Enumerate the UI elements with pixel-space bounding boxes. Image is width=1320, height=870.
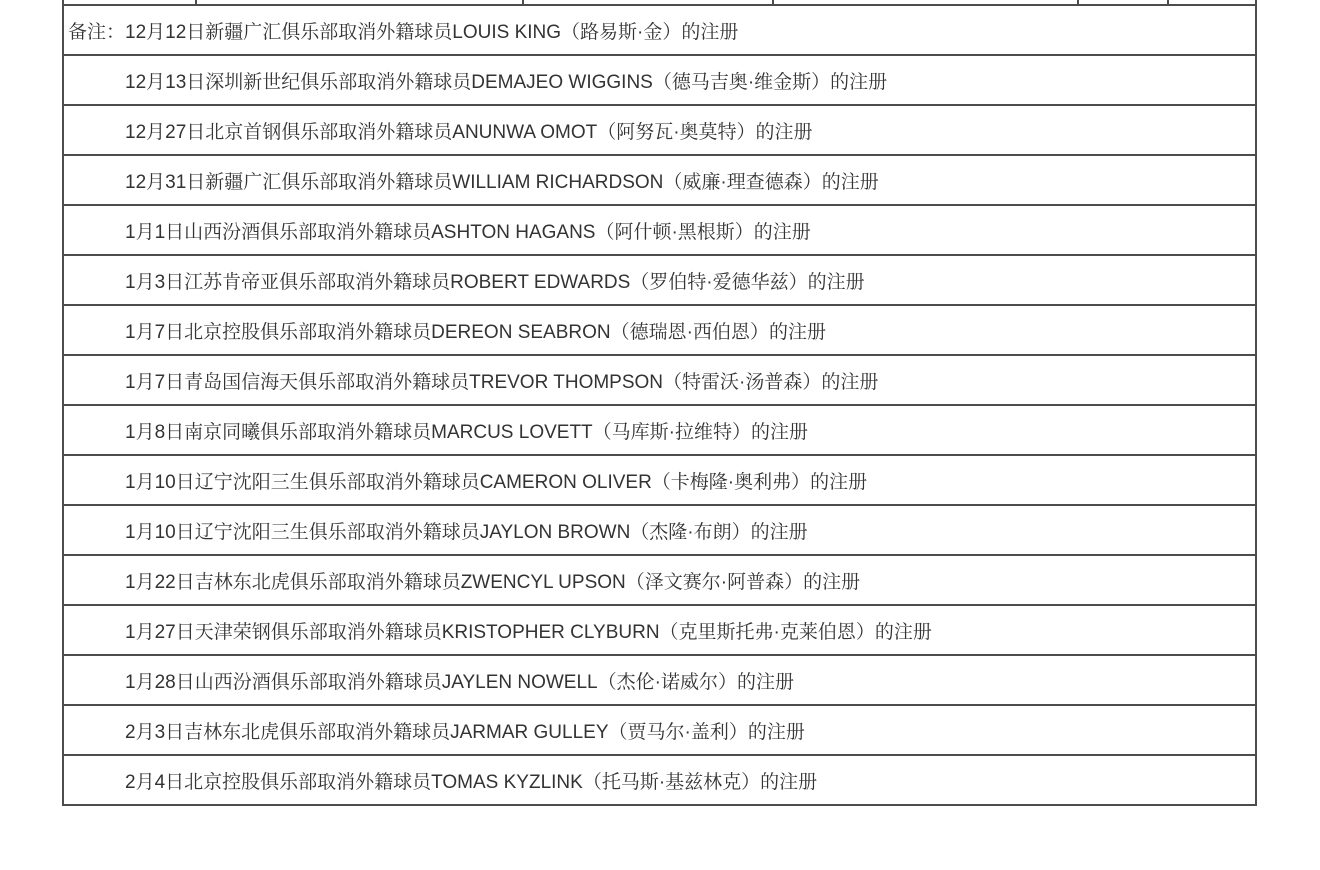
table-row [64, 106, 1255, 156]
row-text: 1月1日山西汾酒俱乐部取消外籍球员ASHTON HAGANS（阿什顿·黑根斯）的注册 [125, 221, 811, 243]
row-text: 12月27日北京首钢俱乐部取消外籍球员ANUNWA OMOT（阿努瓦·奥莫特）的注册 [125, 121, 813, 143]
row-text: 12月31日新疆广汇俱乐部取消外籍球员WILLIAM RICHARDSON（威廉·理查德森）的注册 [125, 171, 879, 193]
row-text: 1月10日辽宁沈阳三生俱乐部取消外籍球员CAMERON OLIVER（卡梅隆·奥利弗）的注册 [125, 471, 868, 493]
table-row [64, 506, 1255, 556]
row-text: 1月7日青岛国信海天俱乐部取消外籍球员TREVOR THOMPSON（特雷沃·汤普森）的注册 [125, 371, 879, 393]
row-text: 2月4日北京控股俱乐部取消外籍球员TOMAS KYZLINK（托马斯·基兹林克）的注册 [125, 771, 818, 793]
table-row [64, 606, 1255, 656]
row-text: 1月28日山西汾酒俱乐部取消外籍球员JAYLEN NOWELL（杰伦·诺威尔）的注册 [125, 671, 794, 693]
table-row [64, 356, 1255, 406]
row-text: 1月3日江苏肯帝亚俱乐部取消外籍球员ROBERT EDWARDS（罗伯特·爱德华兹）的注册 [125, 271, 865, 293]
table-row [64, 756, 1255, 804]
table-row [64, 206, 1255, 256]
table-row [64, 156, 1255, 206]
table-row [64, 556, 1255, 606]
table-row [64, 306, 1255, 356]
row-text: 1月10日辽宁沈阳三生俱乐部取消外籍球员JAYLON BROWN（杰隆·布朗）的注册 [125, 521, 808, 543]
row-text: 1月22日吉林东北虎俱乐部取消外籍球员ZWENCYL UPSON（泽文赛尔·阿普森）的注册 [125, 571, 861, 593]
table-row [64, 656, 1255, 706]
row-text: 1月8日南京同曦俱乐部取消外籍球员MARCUS LOVETT（马库斯·拉维特）的注册 [125, 421, 808, 443]
note-label: 备注： [68, 21, 126, 43]
row-text: 1月7日北京控股俱乐部取消外籍球员DEREON SEABRON（德瑞恩·西伯恩）的注册 [125, 321, 826, 343]
table-row [64, 406, 1255, 456]
table-row [64, 56, 1255, 106]
table-row [64, 456, 1255, 506]
notes-table [62, 4, 1257, 806]
table-row [64, 706, 1255, 756]
row-text: 1月27日天津荣钢俱乐部取消外籍球员KRISTOPHER CLYBURN（克里斯托弗·克莱伯恩）的注册 [125, 621, 932, 643]
table-row [64, 256, 1255, 306]
row-text: 2月3日吉林东北虎俱乐部取消外籍球员JARMAR GULLEY（贾马尔·盖利）的注册 [125, 721, 805, 743]
table-row [64, 6, 1255, 56]
row-text: 12月13日深圳新世纪俱乐部取消外籍球员DEMAJEO WIGGINS（德马吉奥·维金斯）的注册 [125, 71, 888, 93]
row-text: 12月12日新疆广汇俱乐部取消外籍球员LOUIS KING（路易斯·金）的注册 [125, 21, 739, 43]
